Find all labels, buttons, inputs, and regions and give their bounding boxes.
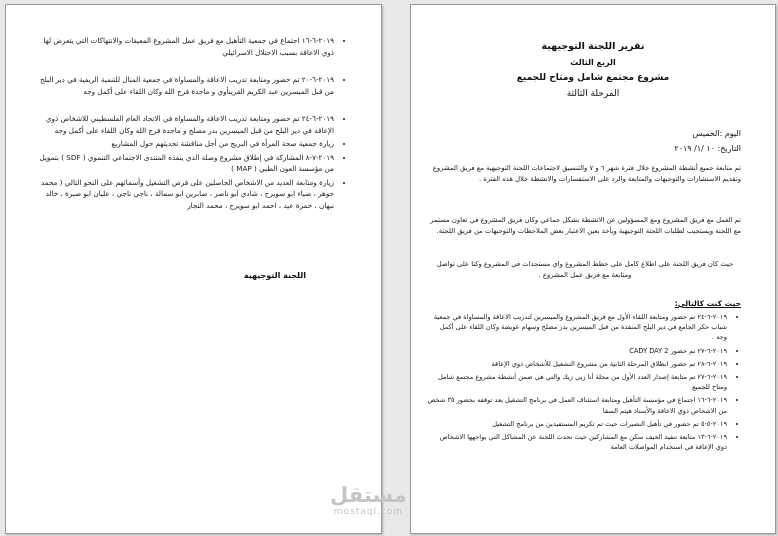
list-item: • زيارة ومتابعة العديد من الاشخاص الحاصلين على فرص التشغيل وأسمائهم على النحو التالي ( محمد جوهر ، ضياء ابو سويرح ، شادي ابو ناصر ، صابرين ابو سمالة ، ناجي ناجي ، عليان ابو صبرة ، خالد نبهان ، حمزة عيد ، احمد ابو سويرح ، محمد النجار	[36, 177, 334, 212]
document-page-left	[5, 4, 382, 534]
project-phase: المرحلة الثالثة	[566, 89, 620, 99]
document-page-right	[410, 4, 776, 534]
committee-signature: اللجنة التوجيهية	[243, 271, 306, 280]
mostaql-watermark	[330, 483, 407, 517]
list-item: • ٢٠١٩-٧-٨ المشاركة في إطلاق مشروع وصلة الذي ينفذه المنتدى الاجتماعي التنموي ( SDF ) بتمويل من مؤسسة العون الطبي ( MAP )	[36, 152, 334, 175]
report-title: تقرير اللجنة التوجيهية	[541, 41, 645, 52]
list-item: • ٢٠١٩-٥-٥ تم حضور في تأهيل النصيرات حيث تم تكريم المستفيدين من برنامج التشغيل	[427, 419, 727, 429]
list-item: • ٢٠١٩-٦-٢٤ تم حضور ومتابعة اللقاء الأول مع فريق المشروع والميسرين لتدريب الاعاقة والمساواة في جمعية شباب حكر الجامع في دير البلح المنفذة من قبل الميسرين بدر مصلح وسهام عويضة وكان اللقاء على أكمل وجه .	[427, 312, 727, 343]
list-item: • ٢٠١٩-٦-٢٧ تم متابعة إصدار العدد الأول من مجلة أنا زيي زيك والتي هي ضمن أنشطة مشروع مجتمع شامل ومتاح للجميع	[427, 372, 727, 392]
activity-bullet-list	[36, 35, 348, 217]
summary-paragraph-2: تم العمل مع فريق المشروع ومع المسؤولين عن الانشطة بشكل جماعي وكان فريق المشروع في تعاون مستمر مع اللجنة ويستجيب لطلبات اللجنة التوجيهية ويأخذ بعين الاعتبار بعض الملاحظات والتوجيهات من فريق اللجنة.	[430, 216, 741, 235]
report-day: اليوم :الخميس	[692, 129, 741, 138]
summary-paragraph-3: حيث كان فريق اللجنة على اطلاع كامل على خطط المشروع واي مستجدات في المشروع وكنا على تواصل ومتابعة مع فريق عمل المشروع .	[436, 260, 734, 279]
activity-bullet-list	[427, 312, 743, 455]
list-item: • ٢٠١٩-٦-٢٠ تم حضور ومتابعة تدريب الاعاقة والمساواة في جمعية المنال للتنمية الريفية في دير البلح من قبل الميسرين عبد الكريم القرينأوي و ماجدة فرج الله وكان اللقاء على أكمل وجه	[36, 74, 334, 97]
watermark-url: mostaql.com	[333, 507, 404, 517]
report-title-block	[411, 41, 775, 99]
summary-paragraph-1: تم متابعة جميع أنشطة المشروع خلال فترة شهر ٦ و ٧ والتنسيق لاجتماعات اللجنة التوجيهية مع فريق المشروع وتقديم الاستشارات والتوجيهات والمتابعة والرد على الاستفسارات والانشطة خلال هذه الفترة .	[432, 164, 741, 183]
section-heading: حيث كنت كالتالي:	[674, 299, 741, 308]
list-item: • ٢٠١٩-٦-٢٨ تم حضور انطلاق المرحلة الثانية من مشروع التشغيل للأشخاص ذوي الإعاقة	[427, 359, 727, 369]
watermark-logo: مستقل	[330, 483, 407, 507]
report-quarter: الربع الثالث	[570, 58, 616, 67]
list-item: • ٢٠١٩-٦-١٦ اجتماع في مؤسسة التأهيل ومتابعة استئناف العمل في برنامج التشغيل بعد توقفه بحضور ٣٥ شخص من الاشخاص ذوي الاعاقة والأستاذ هيثم السقا	[427, 395, 727, 415]
list-item: • ٢٠١٩-٦-١٣ متابعة تنفيذ الخيف سكن مع المشاركين حيث تحدث اللجنة عن المشاكل التي يواجهها الاشخاص ذوي الإعاقة في استخدام المواصلات العامة	[427, 432, 727, 452]
list-item: • ٢٠١٩-٦-٢٤ تم حضور ومتابعة تدريب الاعاقة والمساواة في الاتحاد العام الفلسطيني للاشخاص ذوي الإعاقة في دير البلح من قبل الميسرين بدر مصلح و ماجدة فرج الله وكان اللقاء على أكمل وجه	[36, 113, 334, 136]
list-item: • زيارة جمعية صحة المرأة في البريج من أجل مناقشة تحديثهم حول المشاريع	[36, 138, 334, 150]
list-item: • ٢٠١٩-٦-٢٧ تم حضور CADY DAY 2	[427, 346, 727, 356]
list-item: • ٢٠١٩-٦-١٦ اجتماع في جمعية التأهيل مع فريق عمل المشروع المعيقات والانتهاكات التي يتعرض لها ذوي الاعاقة بسبب الاحتلال الاسرائيلي	[36, 35, 334, 58]
project-name: مشروع مجتمع شامل ومتاح للجميع	[516, 73, 670, 83]
report-date: التاريخ: ١٠ /١/ ٢٠١٩	[674, 144, 741, 153]
